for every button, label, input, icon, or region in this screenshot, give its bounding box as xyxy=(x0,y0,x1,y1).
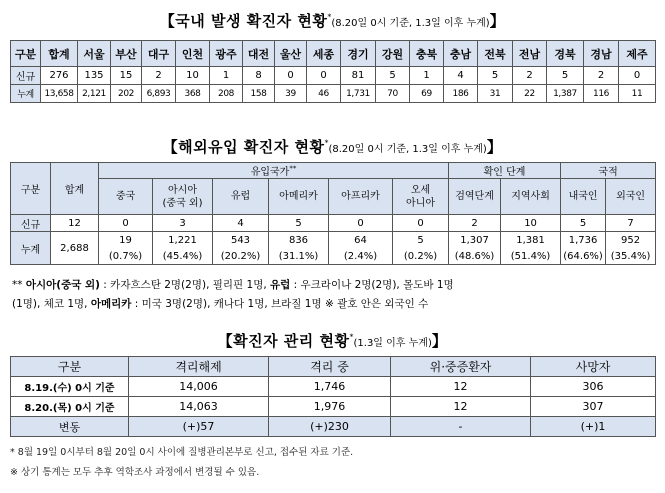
domestic-cases-table xyxy=(10,40,656,103)
header-cell: 강원 xyxy=(376,41,410,67)
cell: 0 xyxy=(99,215,153,232)
footnote-statistics-change: ※ 상기 통계는 모두 추후 역학조사 과정에서 변경될 수 있음. xyxy=(10,467,260,478)
cell: 276 xyxy=(41,67,78,85)
cell: 19 xyxy=(99,232,153,249)
row-label: 8.19.(수) 0시 기준 xyxy=(11,377,129,397)
table-row xyxy=(11,417,656,437)
cell: 2 xyxy=(513,67,547,85)
header-cell: 사망자 xyxy=(531,357,656,377)
header-cell: 부산 xyxy=(111,41,142,67)
cell: (35.4%) xyxy=(606,249,656,265)
row-label: 변동 xyxy=(11,417,129,437)
cell: 12 xyxy=(51,215,99,232)
header-cell-confirm-stage: 확인 단계 xyxy=(449,163,561,179)
header-cell: 격리해제 xyxy=(129,357,269,377)
table-row xyxy=(11,85,656,103)
cell: (+)230 xyxy=(269,417,391,437)
header-cell: 충북 xyxy=(410,41,444,67)
header-cell: 구분 xyxy=(11,163,51,215)
subheader-cell: 내국인 xyxy=(561,179,606,215)
row-label: 누계 xyxy=(11,85,41,103)
row-label: 신규 xyxy=(11,67,41,85)
cell: (45.4%) xyxy=(153,249,213,265)
header-cell: 전북 xyxy=(478,41,513,67)
cell: 202 xyxy=(111,85,142,103)
cell: 5 xyxy=(561,215,606,232)
table-row xyxy=(11,232,656,249)
table-row xyxy=(11,377,656,397)
header-cell: 합계 xyxy=(51,163,99,215)
header-cell: 구분 xyxy=(11,357,129,377)
cell: 1,731 xyxy=(341,85,376,103)
table-header-row xyxy=(11,163,656,179)
cell: 0 xyxy=(307,67,341,85)
header-cell: 세종 xyxy=(307,41,341,67)
header-cell: 전남 xyxy=(513,41,547,67)
subheader-cell: 중국 xyxy=(99,179,153,215)
cell: - xyxy=(391,417,531,437)
cell: 1,736 xyxy=(561,232,606,249)
cell: 0 xyxy=(329,215,393,232)
cell: 368 xyxy=(176,85,210,103)
origin-note: ** 아시아(중국 외) : 카자흐스탄 2명(2명), 필리핀 1명, 유럽 : 우크라이나 2명(2명), 몰도바 1명 (1명), 체코 1명, 아메리카 : 미국 3명(2명), 캐나다 1명, 브라질 1명 ※ 괄호 안은 외국인 수 xyxy=(12,279,454,310)
subheader-cell: 아시아 (중국 외) xyxy=(153,179,213,215)
header-cell-nationality: 국적 xyxy=(561,163,656,179)
cell: 7 xyxy=(606,215,656,232)
header-cell: 서울 xyxy=(78,41,111,67)
overseas-cases-table xyxy=(10,162,656,265)
header-cell: 경남 xyxy=(584,41,619,67)
cell: 1,381 xyxy=(501,232,561,249)
cell: 14,063 xyxy=(129,397,269,417)
subheader-cell: 유럽 xyxy=(213,179,269,215)
cell: 13,658 xyxy=(41,85,78,103)
cell: (+)1 xyxy=(531,417,656,437)
cell: (51.4%) xyxy=(501,249,561,265)
row-label: 누계 xyxy=(11,232,51,265)
header-cell: 인천 xyxy=(176,41,210,67)
cell: 1,387 xyxy=(547,85,584,103)
header-cell-origin: 유입국가** xyxy=(99,163,449,179)
cell: 1 xyxy=(210,67,243,85)
cell: 0 xyxy=(275,67,307,85)
cell: 39 xyxy=(275,85,307,103)
cell: 5 xyxy=(376,67,410,85)
header-cell: 경기 xyxy=(341,41,376,67)
cell: 135 xyxy=(78,67,111,85)
table-header-row xyxy=(11,357,656,377)
management-title: 【확진자 관리 현황*(1.3일 이후 누계)】 xyxy=(217,332,448,350)
cell: 0 xyxy=(393,215,449,232)
cell: 208 xyxy=(210,85,243,103)
cell: 1,746 xyxy=(269,377,391,397)
header-cell: 경북 xyxy=(547,41,584,67)
cell: 4 xyxy=(213,215,269,232)
overseas-title: 【해외유입 확진자 현황*(8.20일 0시 기준, 1.3일 이후 누계)】 xyxy=(162,138,503,156)
cell: 4 xyxy=(444,67,478,85)
case-management-table xyxy=(10,356,656,437)
cell: 2,121 xyxy=(78,85,111,103)
cell: 1,221 xyxy=(153,232,213,249)
table-row xyxy=(11,249,656,265)
cell: 15 xyxy=(111,67,142,85)
table-row xyxy=(11,67,656,85)
header-cell: 광주 xyxy=(210,41,243,67)
subheader-cell: 지역사회 xyxy=(501,179,561,215)
cell: (64.6%) xyxy=(561,249,606,265)
cell: (0.2%) xyxy=(393,249,449,265)
cell: 1 xyxy=(410,67,444,85)
cell: 11 xyxy=(619,85,656,103)
cell: 2 xyxy=(142,67,176,85)
subheader-cell: 오세 아니아 xyxy=(393,179,449,215)
cell: (20.2%) xyxy=(213,249,269,265)
header-cell: 울산 xyxy=(275,41,307,67)
header-cell: 합계 xyxy=(41,41,78,67)
subheader-cell: 외국인 xyxy=(606,179,656,215)
table-subheader-row xyxy=(11,179,656,215)
domestic-title: 【국내 발생 확진자 현황*(8.20일 0시 기준, 1.3일 이후 누계)】 xyxy=(159,12,506,30)
header-cell: 구분 xyxy=(11,41,41,67)
cell: 2,688 xyxy=(51,232,99,265)
cell: 5 xyxy=(393,232,449,249)
cell: 186 xyxy=(444,85,478,103)
cell: 31 xyxy=(478,85,513,103)
cell: 2 xyxy=(584,67,619,85)
cell: 0 xyxy=(619,67,656,85)
cell: 952 xyxy=(606,232,656,249)
cell: 22 xyxy=(513,85,547,103)
row-label: 8.20.(목) 0시 기준 xyxy=(11,397,129,417)
cell: 158 xyxy=(243,85,275,103)
cell: 14,006 xyxy=(129,377,269,397)
cell: 836 xyxy=(269,232,329,249)
row-label: 신규 xyxy=(11,215,51,232)
cell: (0.7%) xyxy=(99,249,153,265)
header-cell: 충남 xyxy=(444,41,478,67)
cell: 116 xyxy=(584,85,619,103)
header-cell: 격리 중 xyxy=(269,357,391,377)
cell: 70 xyxy=(376,85,410,103)
cell: 64 xyxy=(329,232,393,249)
table-row xyxy=(11,397,656,417)
cell: 69 xyxy=(410,85,444,103)
cell: 5 xyxy=(547,67,584,85)
cell: 46 xyxy=(307,85,341,103)
cell: 8 xyxy=(243,67,275,85)
cell: 10 xyxy=(501,215,561,232)
cell: (48.6%) xyxy=(449,249,501,265)
cell: 12 xyxy=(391,397,531,417)
subheader-cell: 아프리카 xyxy=(329,179,393,215)
cell: 2 xyxy=(449,215,501,232)
cell: 5 xyxy=(478,67,513,85)
table-header-row xyxy=(11,41,656,67)
header-cell: 제주 xyxy=(619,41,656,67)
cell: 81 xyxy=(341,67,376,85)
cell: (+)57 xyxy=(129,417,269,437)
subheader-cell: 아메리카 xyxy=(269,179,329,215)
header-cell: 위·중증환자 xyxy=(391,357,531,377)
footnote-reporting-basis: * 8월 19일 0시부터 8월 20일 0시 사이에 질병관리본부로 신고, 접수된 자료 기준. xyxy=(10,447,354,458)
subheader-cell: 검역단계 xyxy=(449,179,501,215)
cell: 10 xyxy=(176,67,210,85)
cell: 307 xyxy=(531,397,656,417)
cell: (31.1%) xyxy=(269,249,329,265)
cell: 3 xyxy=(153,215,213,232)
cell: 1,307 xyxy=(449,232,501,249)
cell: (2.4%) xyxy=(329,249,393,265)
header-cell: 대전 xyxy=(243,41,275,67)
header-cell: 대구 xyxy=(142,41,176,67)
cell: 543 xyxy=(213,232,269,249)
cell: 12 xyxy=(391,377,531,397)
cell: 1,976 xyxy=(269,397,391,417)
cell: 5 xyxy=(269,215,329,232)
cell: 306 xyxy=(531,377,656,397)
table-row xyxy=(11,215,656,232)
cell: 6,893 xyxy=(142,85,176,103)
